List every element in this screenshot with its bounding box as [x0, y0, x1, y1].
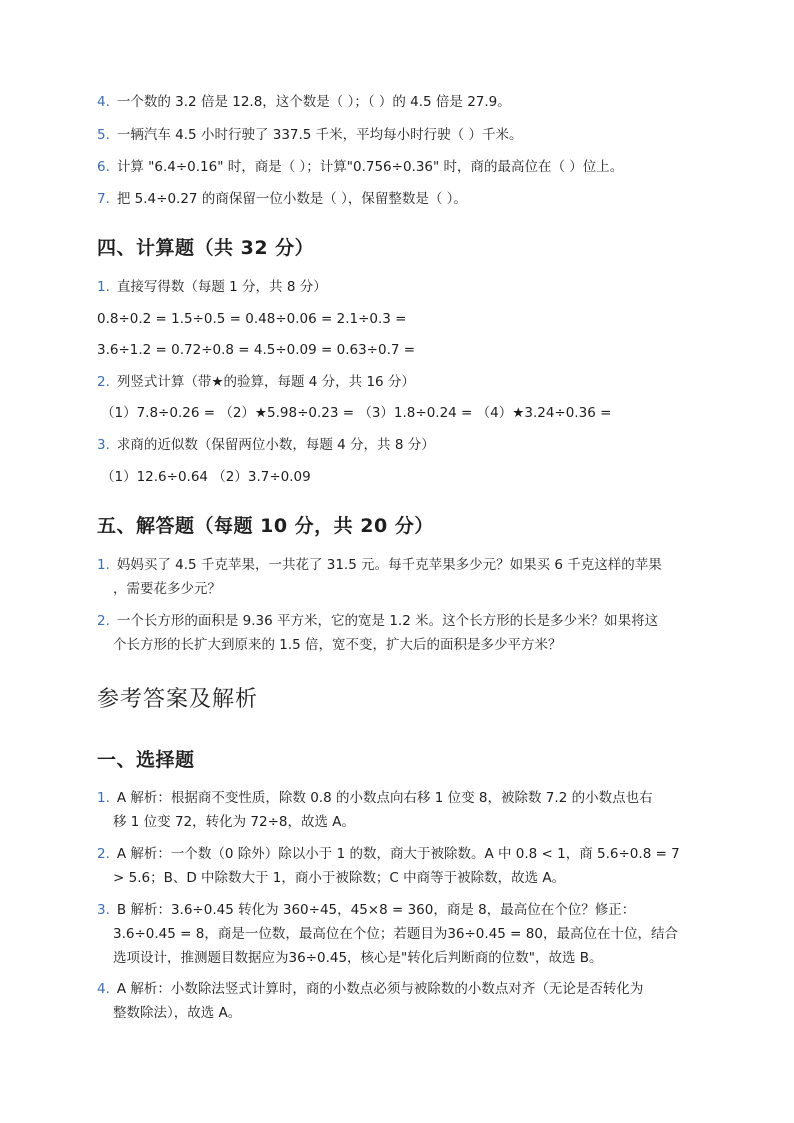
question-number: 3. [97, 437, 110, 453]
question-number: 2. [97, 613, 110, 629]
fill-in-question-7 [97, 190, 704, 208]
question-text: 妈妈买了 4.5 千克苹果，一共花了 31.5 元。每千克苹果多少元？如果买 6 千克这样的苹果 [116, 557, 662, 573]
question-number: 1. [97, 279, 110, 295]
section-5-question-1 [97, 556, 704, 574]
answer-text: A 解析：根据商不变性质，除数 0.8 的小数点向右移 1 位变 8，被除数 7.2 的小数点也右 [116, 790, 653, 806]
answer-text: A 解析：小数除法竖式计算时，商的小数点必须与被除数的小数点对齐（无论是否转化为 [116, 981, 644, 997]
question-text-continued: ，需要花多少元？ [113, 581, 221, 597]
question-text: 一个数的 3.2 倍是 12.8，这个数是（ ）；（ ）的 4.5 倍是 27.9。 [116, 94, 511, 110]
answer-number: 4. [97, 981, 110, 997]
question-text-continued: 个长方形的长扩大到原来的 1.5 倍，宽不变，扩大后的面积是多少平方米？ [113, 637, 562, 653]
question-text: 计算 "6.4÷0.16" 时，商是（ ）；计算"0.756÷0.36" 时，商的最高位在（ ）位上。 [116, 159, 624, 175]
answer-1 [97, 789, 704, 807]
calc-row-2: 3.6÷1.2 = 0.72÷0.8 = 4.5÷0.09 = 0.63÷0.7 = [97, 342, 416, 358]
calc-row-1: 0.8÷0.2 = 1.5÷0.5 = 0.48÷0.06 = 2.1÷0.3 = [97, 311, 407, 327]
question-text: 直接写得数（每题 1 分，共 8 分） [116, 279, 327, 295]
fill-in-question-5 [97, 126, 704, 144]
answer-text: A 解析：一个数（0 除外）除以小于 1 的数，商大于被除数。A 中 0.8 < 1，商 5.6÷0.8 = 7 [116, 846, 680, 862]
question-text: 列竖式计算（带★的验算，每题 4 分，共 16 分） [116, 374, 415, 390]
answers-subheading: 一、选择题 [97, 749, 195, 771]
section-4-question-2 [97, 373, 704, 391]
approx-calc-row: （1）12.6÷0.64 （2）3.7÷0.09 [101, 469, 311, 485]
fill-in-question-6 [97, 158, 704, 176]
section-5-heading: 五、解答题（每题 10 分，共 20 分） [97, 515, 434, 537]
section-4-question-3 [97, 436, 704, 454]
answer-text-continued: 整数除法），故选 A。 [113, 1005, 242, 1021]
question-number: 1. [97, 557, 110, 573]
question-text: 一辆汽车 4.5 小时行驶了 337.5 千米，平均每小时行驶（ ）千米。 [116, 127, 523, 143]
answer-number: 1. [97, 790, 110, 806]
section-4-heading: 四、计算题（共 32 分） [97, 237, 315, 259]
answer-number: 2. [97, 846, 110, 862]
answer-number: 3. [97, 902, 110, 918]
question-number: 5. [97, 127, 110, 143]
question-number: 7. [97, 191, 110, 207]
answer-text: B 解析：3.6÷0.45 转化为 360÷45，45×8 = 360，商是 8，最高位在个位？修正： [116, 902, 636, 918]
question-text: 一个长方形的面积是 9.36 平方米，它的宽是 1.2 米。这个长方形的长是多少米？如果将这 [116, 613, 659, 629]
answers-heading: 参考答案及解析 [97, 687, 259, 712]
answer-2 [97, 845, 704, 863]
answer-text-continued: 移 1 位变 72，转化为 72÷8，故选 A。 [113, 814, 356, 830]
answer-text-continued: > 5.6；B、D 中除数大于 1，商小于被除数；C 中商等于被除数，故选 A。 [113, 870, 566, 886]
fill-in-question-4 [97, 93, 704, 111]
question-number: 6. [97, 159, 110, 175]
section-5-question-2 [97, 612, 704, 630]
question-text: 求商的近似数（保留两位小数，每题 4 分，共 8 分） [116, 437, 435, 453]
vertical-calc-row: （1）7.8÷0.26 = （2）★5.98÷0.23 = （3）1.8÷0.24 = （4）★3.24÷0.36 = [101, 405, 612, 421]
question-text: 把 5.4÷0.27 的商保留一位小数是（ ），保留整数是（ ）。 [116, 191, 467, 207]
section-4-question-1 [97, 278, 704, 296]
answer-3 [97, 901, 704, 919]
answer-text-continued: 3.6÷0.45 = 8，商是一位数，最高位在个位；若题目为36÷0.45 = 80，最高位在十位，结合 [113, 926, 678, 942]
question-number: 4. [97, 94, 110, 110]
answer-text-continued: 选项设计，推测题目数据应为36÷0.45，核心是"转化后判断商的位数"，故选 B。 [113, 950, 603, 966]
answer-4 [97, 980, 704, 998]
question-number: 2. [97, 374, 110, 390]
